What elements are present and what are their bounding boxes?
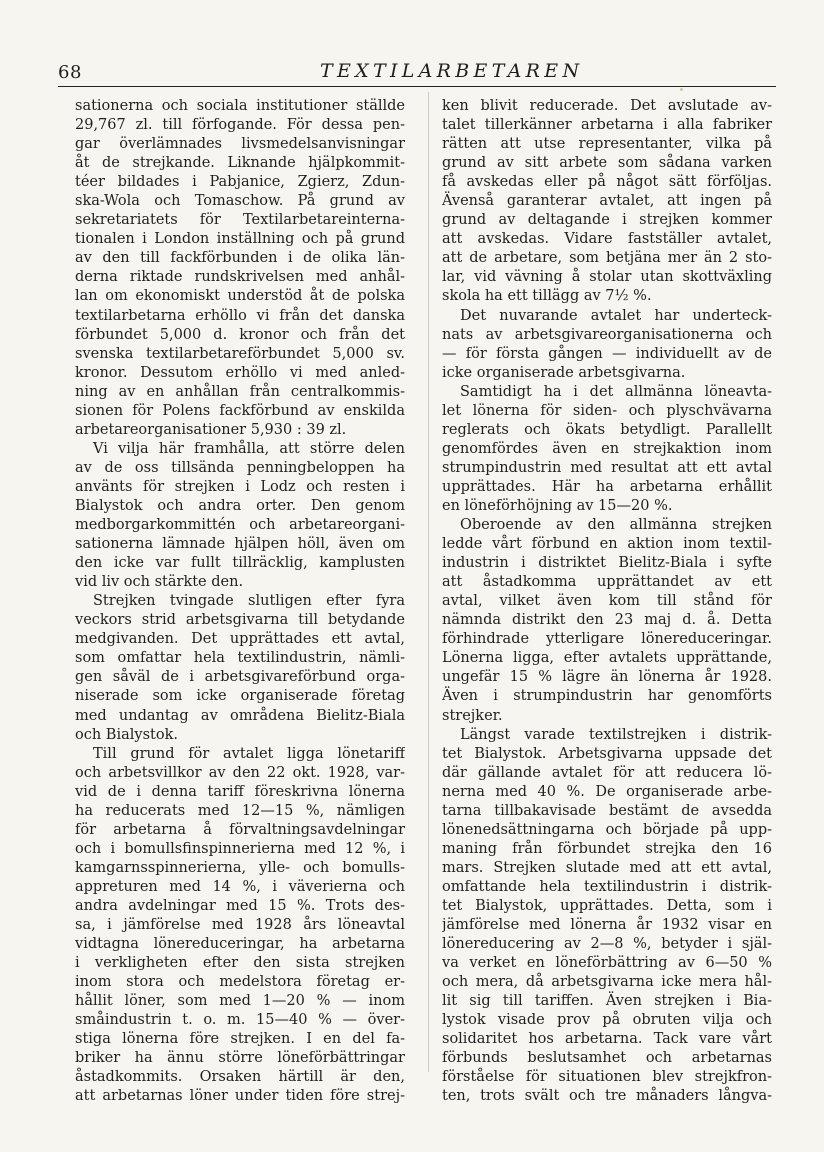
text-line: hållit löner, som med 1—20 % — inom — [75, 993, 405, 1010]
text-line: nerna med 40 %. De organiserade arbe- — [442, 783, 772, 800]
text-line: grund av sitt arbete som sådana varken — [442, 155, 772, 172]
text-line: textilarbetarna erhöllo vi från det danska — [75, 307, 405, 324]
text-line: förbunds beslutsamhet och arbetarnas — [442, 1050, 772, 1067]
text-line: sionen för Polens fackförbund av enskilda — [75, 402, 405, 419]
text-line: att åstadkomma upprättandet av ett — [442, 574, 772, 591]
text-line: solidaritet hos arbetarna. Tack vare vårt — [442, 1031, 772, 1048]
text-line: briker ha ännu större löneförbättringar — [75, 1050, 405, 1067]
text-line: lar, vid vävning å stolar utan skottväxling — [442, 269, 772, 286]
text-line: medborgarkommittén och arbetareorgani- — [75, 517, 405, 534]
text-line: använts för strejken i Lodz och resten i — [75, 478, 405, 495]
text-line: med undantag av områdena Bielitz-Biala — [75, 707, 405, 724]
ink-speck — [680, 88, 683, 91]
text-line: ungefär 15 % lägre än lönerna år 1928. — [442, 669, 772, 686]
page-number: 68 — [58, 62, 82, 83]
text-line: Strejken tvingade slutligen efter fyra — [93, 593, 405, 610]
text-line: 29,767 zl. till förfogande. För dessa pen- — [75, 117, 405, 134]
column-divider — [428, 92, 429, 1072]
text-line: Även i strumpindustrin har genomförts — [442, 688, 772, 705]
text-line: tet Bialystok. Arbetsgivarna uppsade det — [442, 745, 772, 762]
text-line: och mera, då arbetsgivarna icke mera hål- — [442, 974, 772, 991]
text-line: att avskedas. Vidare fastställer avtalet, — [442, 231, 772, 248]
text-line: tet Bialystok, upprättades. Detta, som i — [442, 897, 772, 914]
text-line: Bialystok och andra orter. Den genom — [75, 497, 405, 514]
text-line: lönereducering av 2—8 %, betyder i själ- — [442, 936, 772, 953]
text-line: lan om ekonomiskt understöd åt de polska — [75, 288, 405, 305]
text-line: stiga lönerna före strejken. I en del fa- — [75, 1031, 405, 1048]
text-line: ten, trots svält och tre månaders långva- — [442, 1088, 772, 1105]
text-line: nämnda distrikt den 23 maj d. å. Detta — [442, 612, 772, 629]
text-line: arbetareorganisationer 5,930 : 39 zl. — [75, 421, 347, 438]
text-line: för arbetarna å förvaltningsavdelningar — [75, 821, 405, 838]
text-line: maning från förbundet strejka den 16 — [442, 840, 772, 857]
text-line: småindustrin t. o. m. 15—40 % — över- — [75, 1012, 405, 1029]
text-line: Ävenså garanterar avtalet, att ingen på — [442, 193, 772, 210]
text-line: av den till fackförbunden i de olika län- — [75, 250, 405, 267]
text-line: och i bomullsfinspinnerierna med 12 %, i — [75, 840, 405, 857]
text-line: och Bialystok. — [75, 726, 178, 743]
text-line: inom stora och medelstora företag er- — [75, 974, 405, 991]
text-line: veckors strid arbetsgivarna till betydande — [75, 612, 405, 629]
text-line: omfattande hela textilindustrin i distrik- — [442, 878, 772, 895]
text-line: i verkligheten efter den sista strejken — [75, 955, 405, 972]
text-line: téer bildades i Pabjanice, Zgierz, Zdun- — [75, 174, 405, 191]
text-line: derna riktade rundskrivelsen med anhål- — [75, 269, 405, 286]
text-line: där gällande avtalet för att reducera lö- — [442, 764, 772, 781]
text-line: få avskedas eller på något sätt förföljas. — [442, 174, 772, 191]
text-line: genomfördes även en strejkaktion inom — [442, 440, 772, 457]
text-line: och arbetsvillkor av den 22 okt. 1928, var- — [75, 764, 405, 781]
right-column — [442, 97, 772, 1106]
text-line: Till grund för avtalet ligga lönetariff — [93, 745, 405, 762]
text-line: niserade som icke organiserade företag — [75, 688, 405, 705]
text-line: svenska textilarbetareförbundet 5,000 sv. — [75, 345, 405, 362]
text-line: va verket en löneförbättring av 6—50 % — [442, 955, 772, 972]
text-line: den icke var fullt tillräcklig, kamplusten — [75, 555, 405, 572]
text-line: Lönerna ligga, efter avtalets upprättande, — [442, 650, 772, 667]
text-line: en löneförhöjning av 15—20 %. — [442, 497, 673, 514]
text-line: sationerna och sociala institutioner ställde — [75, 98, 405, 114]
text-line: lönenedsättningarna och började på upp- — [442, 821, 772, 838]
text-line: förbundet 5,000 d. kronor och från det — [75, 326, 405, 343]
text-line: reglerats och ökats betydligt. Parallellt — [442, 421, 772, 438]
text-line: Vi vilja här framhålla, att större delen — [93, 440, 405, 457]
text-line: icke organiserade arbetsgivarna. — [442, 364, 686, 381]
text-line: gen såväl de i arbetsgivareförbund orga- — [75, 669, 405, 686]
text-line: Längst varade textilstrejken i distrik- — [460, 726, 772, 743]
text-line: gar överlämnades livsmedelsanvisningar — [75, 136, 405, 153]
text-line: mars. Strejken slutade med att ett avtal, — [442, 859, 772, 876]
page-header — [58, 58, 776, 87]
text-line: — för första gången — individuellt av de — [442, 345, 772, 362]
text-line: lit sig till tariffen. Även strejken i Bia- — [442, 993, 772, 1010]
text-line: upprättades. Här ha arbetarna erhållit — [442, 478, 772, 495]
text-line: ledde vårt förbund en aktion inom textil- — [442, 536, 772, 553]
text-line: åstadkommits. Orsaken härtill är den, — [75, 1069, 405, 1086]
text-line: tionalen i London inställning och på grund — [75, 231, 405, 248]
text-line: let lönerna för siden- och plyschvävarna — [442, 402, 772, 419]
text-line: sationerna lämnade hjälpen höll, även om — [75, 536, 405, 553]
text-line: Det nuvarande avtalet har underteck- — [460, 307, 772, 324]
text-line: ska-Wola och Tomaschow. På grund av — [75, 193, 405, 210]
text-line: avtal, vilket även kom till stånd för — [442, 593, 772, 610]
text-line: ken blivit reducerade. Det avslutade av- — [442, 98, 772, 114]
text-line: kamgarnsspinnerierna, ylle- och bomulls- — [75, 859, 405, 876]
text-line: andra avdelningar med 15 %. Trots des- — [75, 897, 405, 914]
text-line: jämförelse med lönerna år 1932 visar en — [442, 917, 772, 934]
text-line: ha reducerats med 12—15 %, nämligen — [75, 802, 405, 819]
text-line: vid de i denna tariff föreskrivna lönerna — [75, 783, 405, 800]
text-line: nats av arbetsgivareorganisationerna och — [442, 326, 772, 343]
text-line: att arbetarnas löner under tiden före strej- — [75, 1088, 405, 1105]
text-line: Oberoende av den allmänna strejken — [460, 517, 772, 534]
text-line: att de arbetare, som betjäna mer än 2 sto- — [442, 250, 772, 267]
text-line: medgivanden. Det upprättades ett avtal, — [75, 631, 405, 648]
text-line: strejker. — [442, 707, 503, 724]
text-line: industrin i distriktet Bielitz-Biala i syfte — [442, 555, 772, 572]
text-line: förhindrade ytterligare lönereduceringar. — [442, 631, 772, 648]
text-line: lystok visade prov på obruten vilja och — [442, 1012, 772, 1029]
text-line: rätten att utse representanter, vilka på — [442, 136, 772, 153]
text-line: Samtidigt ha i det allmänna löneavta- — [460, 383, 772, 400]
running-title: TEXTILARBETAREN — [320, 60, 584, 82]
text-line: förståelse för situationen blev strejkfron- — [442, 1069, 772, 1086]
text-line: talet tillerkänner arbetarna i alla fabriker — [442, 117, 772, 134]
text-line: av de oss tillsända penningbeloppen ha — [75, 459, 405, 476]
text-line: grund av deltagande i strejken kommer — [442, 212, 772, 229]
left-column — [75, 97, 405, 1106]
text-line: som omfattar hela textilindustrin, nämli- — [75, 650, 405, 667]
text-line: appreturen med 14 %, i väverierna och — [75, 878, 405, 895]
text-line: vidtagna lönereduceringar, ha arbetarna — [75, 936, 405, 953]
text-line: åt de strejkande. Liknande hjälpkommit- — [75, 155, 405, 172]
text-line: strumpindustrin med resultat att ett avtal — [442, 459, 772, 476]
text-line: sekretariatets för Textilarbetareinterna- — [75, 212, 405, 229]
text-line: tarna tillbakavisade bestämt de avsedda — [442, 802, 772, 819]
text-line: vid liv och stärkte den. — [75, 574, 244, 591]
text-line: skola ha ett tillägg av 7½ %. — [442, 288, 652, 305]
text-line: ning av en anhållan från centralkommis- — [75, 383, 405, 400]
text-line: sa, i jämförelse med 1928 års löneavtal — [75, 917, 405, 934]
text-line: kronor. Dessutom erhöllo vi med anled- — [75, 364, 405, 381]
